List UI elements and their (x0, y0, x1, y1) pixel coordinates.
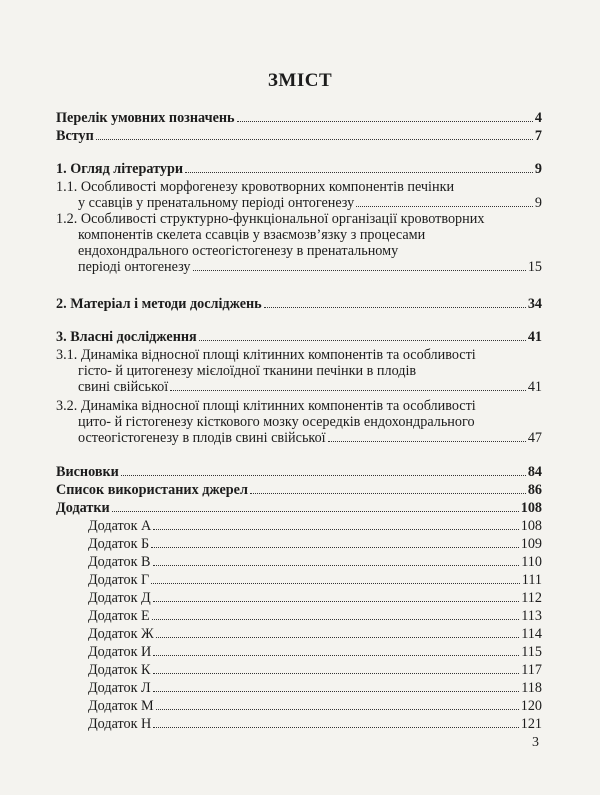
toc-page-number: 41 (527, 329, 542, 345)
toc-page-number: 110 (521, 554, 542, 570)
toc-page-number: 111 (521, 572, 542, 588)
toc-entry-text: Додаток Н (88, 716, 152, 732)
toc-page-number: 7 (534, 128, 542, 144)
toc-entry-text: Вступ (56, 128, 94, 144)
toc-entry-text: ендохондрального остеогістогенезу в пренатальному (78, 243, 399, 259)
toc-entry (56, 347, 542, 395)
dot-leader (156, 637, 519, 638)
dot-leader (153, 565, 520, 566)
toc-page-number: 9 (534, 161, 542, 177)
toc-entry-text: Додаток Е (88, 608, 150, 624)
toc-page-number: 86 (527, 482, 542, 498)
toc-page-number: 41 (527, 379, 542, 395)
dot-leader (152, 619, 520, 620)
toc-entry-text: 1.1. Особливості морфогенезу кровотворних компонентів печінки (56, 179, 455, 195)
toc-entry-text: Перелік умовних позначень (56, 110, 235, 126)
toc-page-number: 113 (521, 608, 542, 624)
toc-page-number: 4 (534, 110, 542, 126)
toc-entry-text: Додаток Л (88, 680, 151, 696)
toc-page-number: 121 (520, 716, 542, 732)
toc-entry-text: 1. Огляд літератури (56, 161, 184, 177)
dot-leader (250, 493, 526, 494)
toc-entry-text: гісто- й цитогенезу мієлоїдної тканини печінки в плодів (78, 363, 417, 379)
toc-entry (88, 644, 542, 660)
toc-page-number: 117 (521, 662, 542, 678)
toc-entry (88, 680, 542, 696)
dot-leader (328, 441, 526, 442)
toc-entry-text: Висновки (56, 464, 119, 480)
toc-entry-text: Список використаних джерел (56, 482, 248, 498)
toc-entry (88, 536, 542, 552)
dot-leader (153, 691, 520, 692)
toc-entry-text: Додаток Г (88, 572, 150, 588)
toc-entry-text: компонентів скелета ссавців у взаємозв’язку з процесами (78, 227, 426, 243)
dot-leader (153, 727, 518, 728)
toc-entry (56, 296, 542, 312)
toc-entry (56, 179, 542, 211)
toc-entry (56, 398, 542, 446)
toc-entry-text: Додаток Б (88, 536, 150, 552)
toc-entry-text: Додаток Ж (88, 626, 154, 642)
dot-leader (153, 673, 520, 674)
dot-leader (112, 511, 519, 512)
dot-leader (199, 340, 526, 341)
toc-page-number: 120 (520, 698, 542, 714)
dot-leader (153, 529, 518, 530)
dot-leader (156, 709, 519, 710)
toc-page-number: 109 (520, 536, 542, 552)
toc-entry-text: 3. Власні дослідження (56, 329, 197, 345)
toc-entry-text: у ссавців у пренатальному періоді онтогенезу (78, 195, 355, 211)
toc-entry (88, 662, 542, 678)
toc-entry (56, 128, 542, 144)
toc-entry (88, 590, 542, 606)
dot-leader (264, 307, 526, 308)
toc-page-number: 112 (521, 590, 542, 606)
toc-entry (88, 572, 542, 588)
toc-entry-text: 3.2. Динаміка відносної площі клітинних компонентів та особливості (56, 398, 476, 414)
dot-leader (121, 475, 526, 476)
toc-page-number: 15 (527, 259, 542, 275)
toc-entry-text: Додаток М (88, 698, 154, 714)
toc-entry-text: свині свійської (78, 379, 169, 395)
page-number: 3 (532, 735, 539, 750)
toc-entry (56, 482, 542, 498)
toc-entry-text: Додаток К (88, 662, 151, 678)
dot-leader (356, 206, 533, 207)
dot-leader (185, 172, 533, 173)
toc-page-number: 115 (521, 644, 542, 660)
toc-entry (56, 161, 542, 177)
toc-entry (88, 554, 542, 570)
dot-leader (237, 121, 533, 122)
toc-entry (88, 698, 542, 714)
dot-leader (193, 270, 526, 271)
toc-entry (56, 500, 542, 516)
toc-entry (56, 329, 542, 345)
toc-entry-text: 1.2. Особливості структурно-функціональної організації кровотворних (56, 211, 485, 227)
toc-entry-text: Додаток В (88, 554, 151, 570)
toc-entry (56, 211, 542, 275)
toc-page-number: 108 (520, 500, 542, 516)
toc-page-number: 84 (527, 464, 542, 480)
toc-entry-text: Додаток А (88, 518, 152, 534)
dot-leader (153, 655, 519, 656)
toc-page-number: 34 (527, 296, 542, 312)
page-title: ЗМІСТ (267, 70, 333, 91)
toc-entry-text: остеогістогенезу в плодів свині свійської (78, 430, 326, 446)
toc-entry (88, 518, 542, 534)
toc-entry-text: цито- й гістогенезу кісткового мозку осередків ендохондрального (78, 414, 475, 430)
toc-page-number: 47 (527, 430, 542, 446)
dot-leader (151, 547, 519, 548)
toc-page-number: 108 (520, 518, 542, 534)
toc-page-number: 114 (521, 626, 542, 642)
toc-entry (88, 626, 542, 642)
dot-leader (170, 390, 526, 391)
toc-entry-text: 2. Матеріал і методи досліджень (56, 296, 262, 312)
toc-entry (56, 110, 542, 126)
toc-entry-text: Додаток И (88, 644, 152, 660)
toc-entry-text: Додатки (56, 500, 110, 516)
toc-entry (56, 464, 542, 480)
toc-page-number: 118 (521, 680, 542, 696)
toc-entry (88, 608, 542, 624)
dot-leader (96, 139, 533, 140)
toc-entry-text: 3.1. Динаміка відносної площі клітинних компонентів та особливості (56, 347, 476, 363)
toc-page-number: 9 (534, 195, 542, 211)
dot-leader (153, 601, 519, 602)
toc-entry-text: періоді онтогенезу (78, 259, 191, 275)
dot-leader (151, 583, 520, 584)
toc-entry-text: Додаток Д (88, 590, 151, 606)
toc-entry (88, 716, 542, 732)
